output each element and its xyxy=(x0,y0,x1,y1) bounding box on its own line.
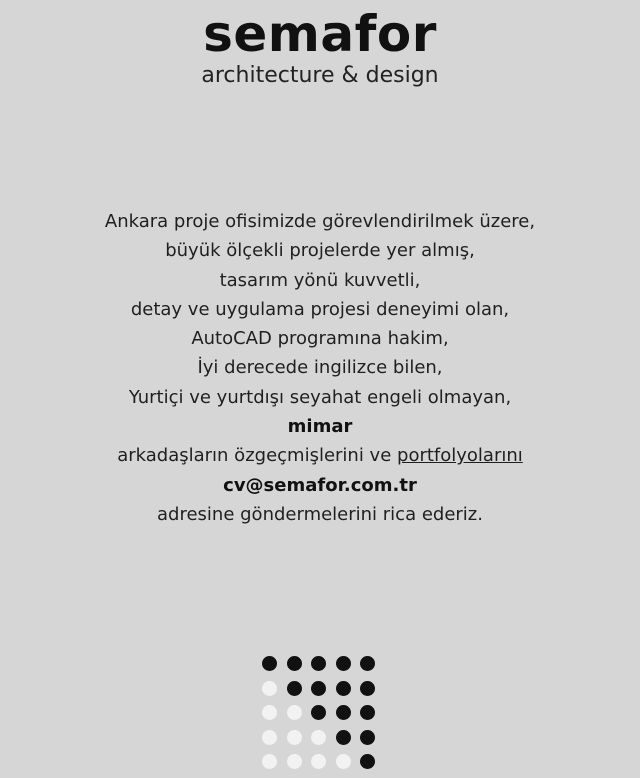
ad-line-6: İyi derecede ingilizce bilen, xyxy=(197,357,443,379)
ad-line-5: AutoCAD programına hakim, xyxy=(191,328,449,350)
job-ad-text xyxy=(0,207,640,529)
dark-dot xyxy=(287,656,302,671)
light-dot xyxy=(262,705,277,720)
dark-dot xyxy=(336,705,351,720)
closing-line: adresine göndermelerini rica ederiz. xyxy=(157,503,483,525)
ad-line-1: Ankara proje ofisimizde görevlendirilmek üzere, xyxy=(104,211,536,232)
dark-dot xyxy=(360,754,375,769)
light-dot xyxy=(311,730,326,745)
dark-dot xyxy=(287,681,302,696)
dark-dot xyxy=(336,656,351,671)
cv-request-line xyxy=(0,441,640,470)
dot-matrix-logo xyxy=(262,656,382,776)
brand-name: semafor xyxy=(203,5,437,63)
dark-dot xyxy=(336,681,351,696)
brand-tagline: architecture & design xyxy=(201,63,439,88)
light-dot xyxy=(287,705,302,720)
dark-dot xyxy=(311,681,326,696)
dark-dot xyxy=(360,730,375,745)
position-title: mimar xyxy=(287,416,353,438)
dark-dot xyxy=(360,656,375,671)
light-dot xyxy=(262,730,277,745)
cv-request-text: arkadaşların özgeçmişlerini ve xyxy=(117,445,398,467)
light-dot xyxy=(336,754,351,769)
ad-line-4: detay ve uygulama projesi deneyimi olan, xyxy=(130,298,510,320)
dark-dot xyxy=(311,656,326,671)
dark-dot xyxy=(311,705,326,720)
email-address[interactable]: cv@semafor.com.tr xyxy=(223,474,417,496)
dark-dot xyxy=(360,681,375,696)
light-dot xyxy=(311,754,326,769)
ad-line-2: büyük ölçekli projelerde yer almış, xyxy=(165,240,475,262)
light-dot xyxy=(262,681,277,696)
light-dot xyxy=(287,754,302,769)
ad-line-3: tasarım yönü kuvvetli, xyxy=(219,269,421,291)
dark-dot xyxy=(336,730,351,745)
light-dot xyxy=(287,730,302,745)
portfolio-link[interactable]: portfolyolarını xyxy=(397,445,523,467)
light-dot xyxy=(262,754,277,769)
ad-line-7: Yurtiçi ve yurtdışı seyahat engeli olmayan, xyxy=(128,386,512,408)
dark-dot xyxy=(360,705,375,720)
dark-dot xyxy=(262,656,277,671)
